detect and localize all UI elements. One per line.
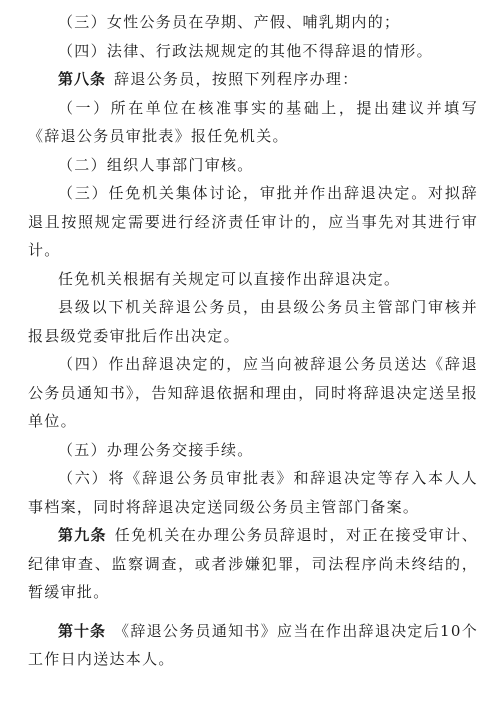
article-9-text: 任免机关在办理公务员辞退时，对正在接受审计、纪律审查、监察调查，或者涉嫌犯罪，司法程序尚未终结的，暂缓审批。 [28,526,478,601]
step-4-text: （四）作出辞退决定的，应当向被辞退公务员送达《辞退公务员通知书》，告知辞退依据和理由，同时将辞退决定送呈报单位。 [28,355,478,430]
step-1-text: （一）所在单位在核准事实的基础上，提出建议并填写《辞退公务员审批表》报任免机关。 [28,98,478,145]
article-10-heading: 第十条 [58,621,107,640]
article-8 [28,65,478,94]
article-9 [28,521,478,607]
step-5-text: （五）办理公务交接手续。 [58,440,254,459]
clause-3-text: （三）女性公务员在孕期、产假、哺乳期内的； [58,13,401,31]
step-2-text: （二）组织人事部门审核。 [58,155,254,174]
article-8-heading: 第八条 [58,70,107,88]
document-page [28,8,478,674]
step-6-text: （六）将《辞退公务员审批表》和辞退决定等存入本人人事档案，同时将辞退决定送同级公务员主管部门备案。 [28,469,478,516]
article-10-text: 《辞退公务员通知书》应当在作出辞退决定后10个工作日内送达本人。 [28,621,479,668]
step-3-text: （三）任免机关集体讨论，审批并作出辞退决定。对拟辞退且按照规定需要进行经济责任审计的，应当事先对其进行审计。 [28,184,478,259]
article-9-heading: 第九条 [58,526,107,544]
direct-decision-text: 任免机关根据有关规定可以直接作出辞退决定。 [58,269,401,288]
county-level-text: 县级以下机关辞退公务员，由县级公务员主管部门审核并报县级党委审批后作出决定。 [28,298,478,345]
article-8-text: 辞退公务员，按照下列程序办理： [114,70,359,88]
article-10 [28,617,478,674]
clause-4-text: （四）法律、行政法规规定的其他不得辞退的情形。 [58,41,433,60]
